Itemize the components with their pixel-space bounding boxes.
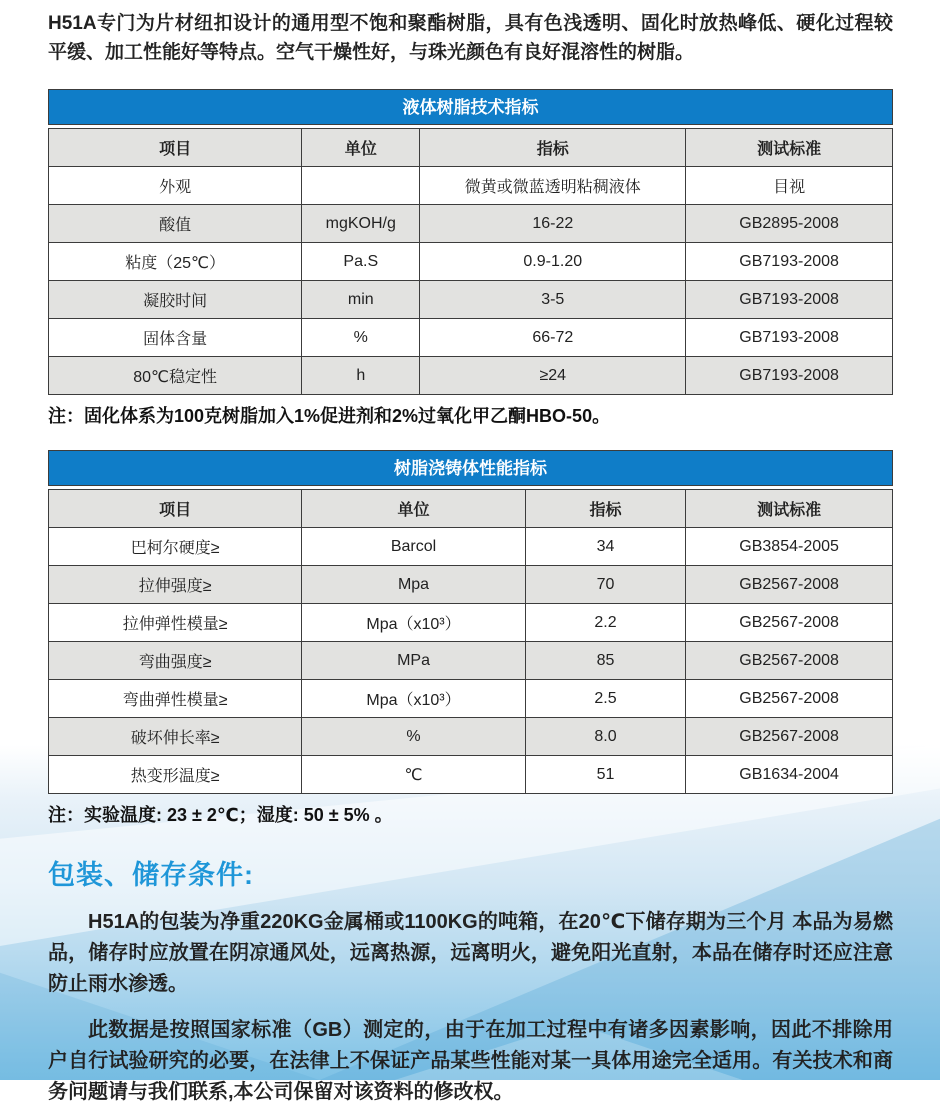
table-cell: 微黄或微蓝透明粘稠液体 [420, 167, 686, 205]
table-row [49, 680, 893, 718]
table-row [49, 167, 893, 205]
table-row [49, 528, 893, 566]
table-cell: GB7193-2008 [686, 319, 893, 357]
table-cell: 2.5 [525, 680, 685, 718]
table-cell: Mpa（x10³） [302, 680, 526, 718]
table-cell: 34 [525, 528, 685, 566]
table-cell: GB2567-2008 [686, 642, 893, 680]
casting-performance-table-block [48, 450, 893, 794]
table-header-row [49, 129, 893, 167]
casting-performance-table-note: 注：实验温度: 23 ± 2℃；湿度: 50 ± 5% 。 [48, 805, 393, 825]
table-cell: 0.9-1.20 [420, 243, 686, 281]
table-cell: Mpa（x10³） [302, 604, 526, 642]
table-cell: GB2895-2008 [686, 205, 893, 243]
table-cell: 固体含量 [49, 319, 302, 357]
table-cell: GB7193-2008 [686, 243, 893, 281]
table-cell: 粘度（25℃） [49, 243, 302, 281]
table-row [49, 756, 893, 794]
table-row [49, 604, 893, 642]
table-cell: Barcol [302, 528, 526, 566]
table-cell: 巴柯尔硬度≥ [49, 528, 302, 566]
table-cell: 弯曲强度≥ [49, 642, 302, 680]
table-cell: Pa.S [302, 243, 420, 281]
column-header: 指标 [525, 490, 685, 528]
casting-performance-table [48, 489, 893, 794]
column-header: 项目 [49, 490, 302, 528]
table-cell: ≥24 [420, 357, 686, 395]
table-cell: Mpa [302, 566, 526, 604]
table-cell: 85 [525, 642, 685, 680]
table-cell: 热变形温度≥ [49, 756, 302, 794]
table-cell: 外观 [49, 167, 302, 205]
table-cell: 凝胶时间 [49, 281, 302, 319]
table-cell: 拉伸弹性模量≥ [49, 604, 302, 642]
table-cell: GB2567-2008 [686, 604, 893, 642]
table-cell: % [302, 718, 526, 756]
page-content [48, 0, 893, 1108]
table-cell: GB2567-2008 [686, 566, 893, 604]
table-cell: h [302, 357, 420, 395]
table-cell: 2.2 [525, 604, 685, 642]
table-row [49, 281, 893, 319]
column-header: 项目 [49, 129, 302, 167]
table-row [49, 566, 893, 604]
table-cell: GB3854-2005 [686, 528, 893, 566]
liquid-resin-table-block [48, 89, 893, 395]
table-cell: 3-5 [420, 281, 686, 319]
table-row [49, 243, 893, 281]
table-cell: GB7193-2008 [686, 357, 893, 395]
table-cell: GB2567-2008 [686, 680, 893, 718]
table-cell: % [302, 319, 420, 357]
intro-paragraph: H51A专门为片材纽扣设计的通用型不饱和聚酯树脂，具有色浅透明、固化时放热峰低、硬化过程较平缓、加工性能好等特点。空气干燥性好，与珠光颜色有良好混溶性的树脂。 [48, 13, 893, 63]
table-cell: min [302, 281, 420, 319]
table-cell: 80℃稳定性 [49, 357, 302, 395]
table-cell: 弯曲弹性模量≥ [49, 680, 302, 718]
column-header: 指标 [420, 129, 686, 167]
column-header: 测试标准 [686, 129, 893, 167]
table-cell: 目视 [686, 167, 893, 205]
table-cell [302, 167, 420, 205]
table-cell: GB7193-2008 [686, 281, 893, 319]
table-cell: ℃ [302, 756, 526, 794]
column-header: 单位 [302, 129, 420, 167]
table-cell: 破坏伸长率≥ [49, 718, 302, 756]
table-cell: 16-22 [420, 205, 686, 243]
table-cell: 51 [525, 756, 685, 794]
liquid-resin-table-title: 液体树脂技术指标 [48, 89, 893, 125]
liquid-resin-table [48, 128, 893, 395]
table-row [49, 205, 893, 243]
table-cell: 70 [525, 566, 685, 604]
table-cell: 66-72 [420, 319, 686, 357]
storage-paragraph-1: H51A的包装为净重220KG金属桶或1100KG的吨箱，在20℃下储存期为三个月 本品为易燃品，储存时应放置在阴凉通风处，远离热源，远离明火，避免阳光直射，本品在储存时还应注意防止雨水渗透。 [48, 911, 893, 995]
table-header-row [49, 490, 893, 528]
table-cell: mgKOH/g [302, 205, 420, 243]
storage-section-heading: 包装、储存条件: [48, 860, 254, 890]
table-cell: GB1634-2004 [686, 756, 893, 794]
table-cell: 酸值 [49, 205, 302, 243]
table-row [49, 319, 893, 357]
table-row [49, 718, 893, 756]
storage-paragraph-2: 此数据是按照国家标准（GB）测定的，由于在加工过程中有诸多因素影响，因此不排除用户自行试验研究的必要，在法律上不保证产品某些性能对某一具体用途完全适用。有关技术和商务问题请与我们联系,本公司保留对该资料的修改权。 [48, 1019, 893, 1103]
casting-performance-table-title: 树脂浇铸体性能指标 [48, 450, 893, 486]
table-cell: GB2567-2008 [686, 718, 893, 756]
liquid-resin-table-note: 注：固化体系为100克树脂加入1%促进剂和2%过氧化甲乙酮HBO-50。 [48, 406, 611, 426]
table-cell: 8.0 [525, 718, 685, 756]
table-row [49, 642, 893, 680]
table-cell: MPa [302, 642, 526, 680]
column-header: 单位 [302, 490, 526, 528]
table-cell: 拉伸强度≥ [49, 566, 302, 604]
table-row [49, 357, 893, 395]
column-header: 测试标准 [686, 490, 893, 528]
